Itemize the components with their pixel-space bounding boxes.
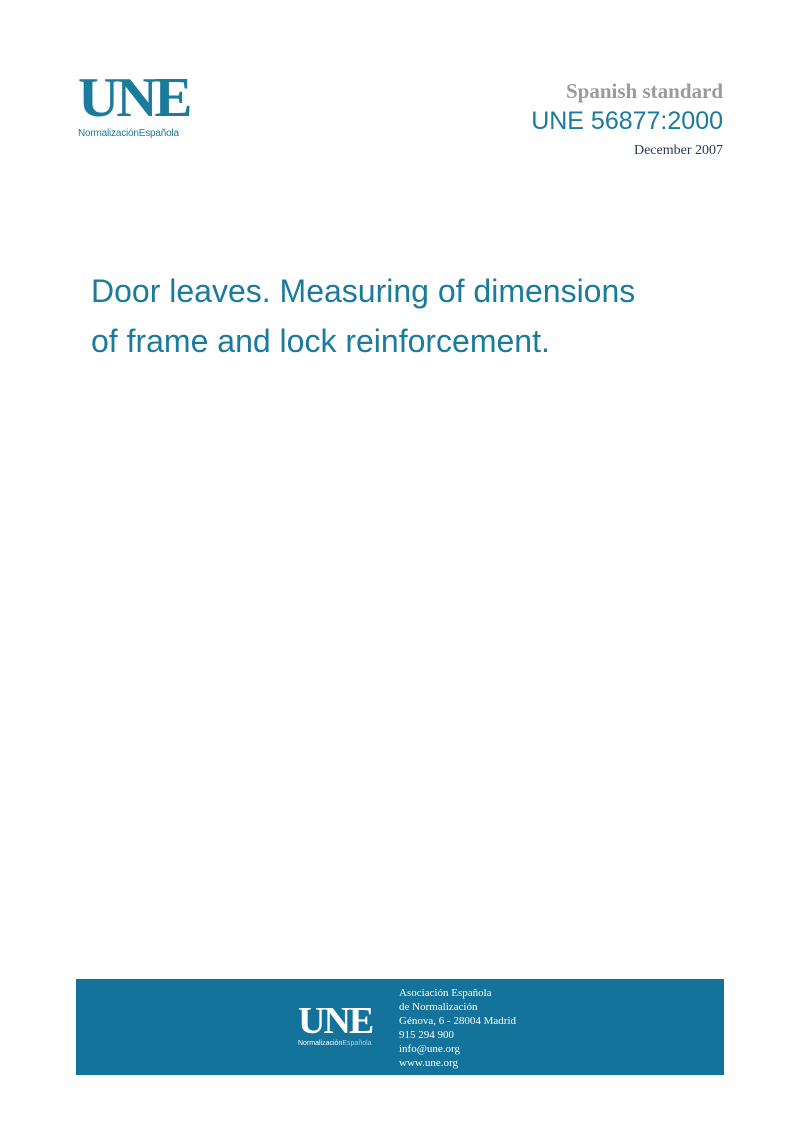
footer-phone: 915 294 900 <box>399 1029 454 1041</box>
footer-banner <box>76 979 724 1075</box>
standard-date: December 2007 <box>633 143 723 158</box>
footer-address: Génova, 6 - 28004 Madrid <box>399 1015 517 1027</box>
footer-email: info@une.org <box>399 1043 460 1055</box>
footer-org-line-1: Asociación Española <box>399 987 492 999</box>
footer-logo-subtitle <box>298 1040 380 1047</box>
footer-contact <box>399 986 516 1070</box>
logo-subtitle <box>78 128 194 139</box>
footer-logo-letters: UNE <box>298 1000 373 1042</box>
standard-header <box>531 78 723 162</box>
title-line-1: Door leaves. Measuring of dimensions <box>91 273 636 309</box>
title-line-2: of frame and lock reinforcement. <box>91 323 550 359</box>
footer-website: www.une.org <box>399 1057 458 1069</box>
logo-subtitle-a: Normalización <box>78 128 139 139</box>
footer-logo-subtitle-a: Normalización <box>298 1040 343 1047</box>
footer-org-line-2: de Normalización <box>399 1001 478 1013</box>
une-logo <box>78 67 194 139</box>
standard-type: Spanish standard <box>566 79 723 103</box>
footer-logo <box>298 1000 380 1047</box>
logo-subtitle-b: Española <box>138 128 179 139</box>
footer-logo-subtitle-b: Española <box>342 1040 372 1047</box>
standard-code: UNE 56877:2000 <box>531 107 723 135</box>
document-title <box>91 266 731 366</box>
logo-letters: UNE <box>78 67 190 129</box>
